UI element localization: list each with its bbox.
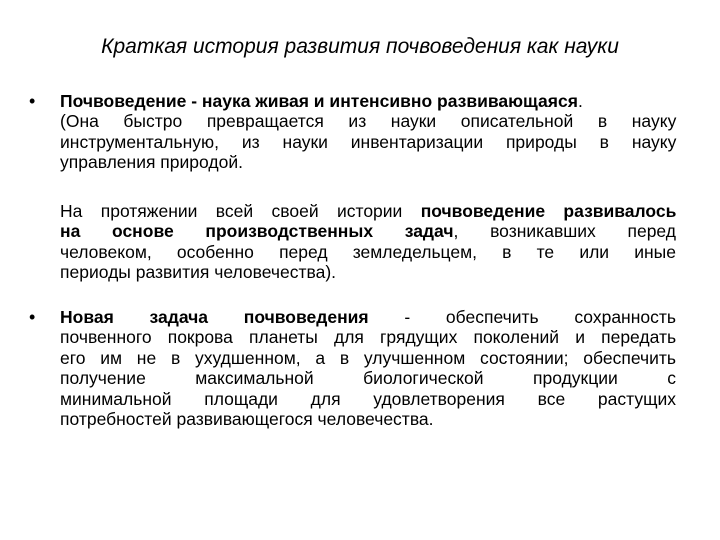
paragraph-3 xyxy=(60,307,676,429)
slide-title: Краткая история развития почвоведения как науки xyxy=(101,35,619,58)
bullet-marker: • xyxy=(29,307,36,327)
paragraph-2-line-4: периоды развития человечества). xyxy=(60,262,337,283)
paragraph-2-line-3: человеком, особенно перед земледельцем, в те или иные xyxy=(60,241,676,262)
paragraph-2-pre: На протяжении всей своей истории xyxy=(60,201,421,221)
paragraph-3-line-5: минимальной площади для удовлетворения все растущих xyxy=(60,388,676,409)
paragraph-3-rest: - обеспечить сохранность xyxy=(368,307,677,327)
paragraph-1-line-1 xyxy=(60,91,676,111)
paragraph-1 xyxy=(60,91,676,173)
paragraph-3-line-4: получение максимальной биологической продукции с xyxy=(60,368,676,389)
paragraph-1-line-4: управления природой. xyxy=(60,152,243,173)
paragraph-2-bold-1: почвоведение развивалось xyxy=(420,201,677,221)
paragraph-2 xyxy=(60,201,676,283)
paragraph-2-bold-2: на основе производственных задач xyxy=(60,221,454,242)
paragraph-1-line-2: (Она быстро превращается из науки описательной в науку xyxy=(60,111,677,132)
paragraph-3-line-6: потребностей развивающегося человечества. xyxy=(60,409,434,430)
paragraph-3-line-1 xyxy=(60,307,676,327)
paragraph-1-bold-lead: Почвоведение - наука живая и интенсивно развивающаяся xyxy=(60,91,578,111)
paragraph-2-line-2 xyxy=(60,221,676,241)
bullet-marker: • xyxy=(29,91,36,111)
paragraph-1-lead-end: . xyxy=(577,91,583,111)
paragraph-1-line-3: инструментальную, из науки инвентаризации природы в науку xyxy=(60,131,677,152)
paragraph-2-line-1 xyxy=(60,201,676,221)
paragraph-3-bold-lead: Новая задача почвоведения xyxy=(60,307,369,327)
paragraph-2-rest: , возникавших перед xyxy=(453,221,676,242)
paragraph-3-line-3: его им не в ухудшенном, а в улучшенном состоянии; обеспечить xyxy=(60,347,676,368)
paragraph-3-line-2: почвенного покрова планеты для грядущих поколений и передать xyxy=(60,327,677,348)
